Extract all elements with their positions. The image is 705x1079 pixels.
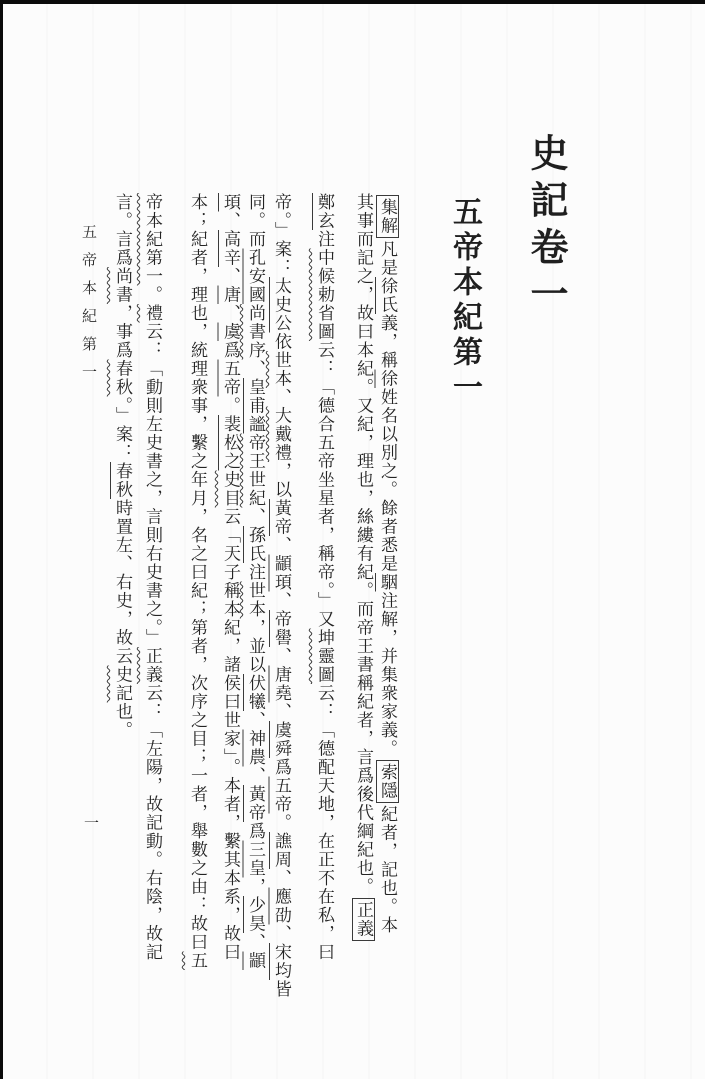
text-run: 、 xyxy=(246,507,265,526)
commentary-column xyxy=(375,193,399,935)
text-run: 其事而記之，故曰本紀。又紀，理也，絲縷有紀。而帝王書稱紀者，言爲後代綱紀也。 xyxy=(354,193,373,896)
text-run: 。」案： xyxy=(113,396,132,462)
book-title-marked: 尚書序 xyxy=(246,304,265,360)
text-run: 。 xyxy=(272,813,291,832)
book-title-marked: 世本 xyxy=(246,581,265,619)
book-title-marked: 尚書 xyxy=(113,267,132,304)
proper-name-marked: 黃帝 xyxy=(272,499,291,536)
volume-title: 史記卷一 xyxy=(524,133,566,321)
text-run: 。 xyxy=(221,396,240,415)
text-run: 時置左、右史，故云 xyxy=(113,499,132,666)
text-run: 云「天子稱本紀，諸侯曰世家」。本者，繫其本系，故曰 xyxy=(221,507,240,962)
text-run: 本；紀者，理也，統理衆事，繫之年月，名之曰紀；第者，次序之目；一者，舉數之由：故曰 xyxy=(188,193,207,952)
text-run: 注 xyxy=(315,230,334,249)
text-run: 、 xyxy=(246,933,265,952)
book-title-marked: 春秋 xyxy=(113,359,132,397)
text-run: ， xyxy=(246,877,265,896)
commentary-column xyxy=(140,193,164,962)
text-run: ，以 xyxy=(272,462,291,499)
commentary-marker: 正義 xyxy=(352,898,375,941)
text-run: 爲 xyxy=(246,822,265,841)
text-run: 、 xyxy=(272,924,291,943)
page-number: 一 xyxy=(82,815,98,830)
proper-name-marked: 春秋 xyxy=(113,462,132,499)
commentary-column xyxy=(351,193,375,943)
text-run: 帝。」案： xyxy=(272,193,291,277)
text-run: 凡是 xyxy=(378,240,397,277)
proper-name-marked: 五帝 xyxy=(272,776,291,814)
text-run: 注 xyxy=(246,563,265,582)
text-run: 言。言爲 xyxy=(113,193,132,267)
text-run: 義，稱 xyxy=(378,314,397,370)
proper-name-marked: 孫氏 xyxy=(246,526,265,563)
chapter-title: 五帝本紀第一 xyxy=(448,196,481,406)
text-run: 。 xyxy=(143,285,162,304)
proper-name-marked: 虞舜 xyxy=(272,721,291,758)
text-run: 、 xyxy=(221,304,240,323)
text-run: 云：「德合五帝坐星者，稱帝。」又 xyxy=(315,341,334,629)
text-run: 也。 xyxy=(113,702,132,740)
commentary-column xyxy=(269,193,293,999)
text-run: 、 xyxy=(272,869,291,888)
proper-name-marked: 皇甫謐 xyxy=(246,378,265,434)
text-run: ，事爲 xyxy=(113,304,132,360)
book-title-marked: 帝本紀第一 xyxy=(143,193,162,286)
proper-name-marked: 顓頊 xyxy=(272,554,291,592)
book-title-marked: 大戴禮 xyxy=(272,406,291,462)
proper-name-marked: 黃帝 xyxy=(246,785,265,822)
book-title-marked: 世本 xyxy=(272,351,291,388)
proper-name-marked: 唐堯 xyxy=(272,665,291,703)
proper-name-marked: 三皇 xyxy=(246,840,265,878)
proper-name-marked: 譙周 xyxy=(272,832,291,869)
proper-name-marked: 徐 xyxy=(378,369,397,388)
proper-name-marked: 徐氏 xyxy=(378,277,397,314)
proper-name-marked: 五帝 xyxy=(221,359,240,397)
book-title-marked: 坤靈圖 xyxy=(315,628,334,684)
commentary-column xyxy=(185,193,209,970)
text-run: 皆 xyxy=(272,980,291,999)
text-run: 依 xyxy=(272,332,291,351)
proper-name-marked: 孔安國 xyxy=(246,248,265,304)
commentary-column xyxy=(218,193,242,962)
text-run: 注解，并集衆家義。 xyxy=(378,591,397,758)
text-run: 、 xyxy=(272,702,291,721)
text-run: 、 xyxy=(272,536,291,555)
text-run: 云：「左陽，故記動。右陰，故記 xyxy=(143,684,162,962)
proper-name-marked: 裴松之 xyxy=(221,415,240,471)
text-run: 云：「動則左史書之，言則右史書之。」 xyxy=(143,322,162,647)
book-title-marked: 中候勅省圖 xyxy=(315,248,334,341)
proper-name-marked: 神農 xyxy=(246,729,265,767)
text-run: 、 xyxy=(246,359,265,378)
proper-name-marked: 駰 xyxy=(378,573,397,592)
commentary-marker: 索隱 xyxy=(376,760,399,803)
book-title-marked: 史目 xyxy=(221,470,240,508)
proper-name-marked: 伏犧 xyxy=(246,674,265,711)
margin-header: 五帝本紀第一 xyxy=(80,224,96,392)
text-run: 云：「德配天地，在正不在私，曰 xyxy=(315,684,334,962)
proper-name-marked: 唐 xyxy=(221,285,240,304)
proper-name-marked: 頊 xyxy=(221,193,240,212)
text-run: 紀者，記也。本 xyxy=(378,805,397,935)
proper-name-marked: 宋均 xyxy=(272,943,291,980)
book-title-marked: 五 xyxy=(188,951,207,970)
proper-name-marked: 少昊 xyxy=(246,896,265,933)
proper-name-marked: 顓 xyxy=(246,951,265,970)
proper-name-marked: 高辛 xyxy=(221,230,240,267)
proper-name-marked: 太史公 xyxy=(272,277,291,333)
commentary-marker: 集解 xyxy=(376,195,399,238)
text-run: 、 xyxy=(246,766,265,785)
text-run: 、 xyxy=(221,211,240,230)
text-run: 爲 xyxy=(221,341,240,360)
text-run: 姓名以別之。餘者悉是 xyxy=(378,388,397,573)
book-title-marked: 史記 xyxy=(113,665,132,703)
proper-name-marked: 虞 xyxy=(221,322,240,341)
proper-name-marked: 帝嚳 xyxy=(272,610,291,647)
text-run: 、 xyxy=(246,711,265,730)
text-run: 同。而 xyxy=(246,193,265,249)
text-run: 爲 xyxy=(272,758,291,777)
text-run: 、 xyxy=(221,267,240,286)
commentary-column xyxy=(312,193,336,962)
text-run: 、 xyxy=(272,647,291,666)
proper-name-marked: 應劭 xyxy=(272,887,291,925)
proper-name-marked: 鄭玄 xyxy=(315,193,334,230)
text-run: 、 xyxy=(272,388,291,407)
book-title-marked: 正義 xyxy=(143,647,162,684)
book-title-marked: 帝王世紀 xyxy=(246,433,265,508)
text-run: ，並以 xyxy=(246,618,265,674)
text-run: 、 xyxy=(272,591,291,610)
book-title-marked: 禮 xyxy=(143,304,162,323)
commentary-column xyxy=(243,193,267,970)
commentary-column xyxy=(110,193,134,740)
